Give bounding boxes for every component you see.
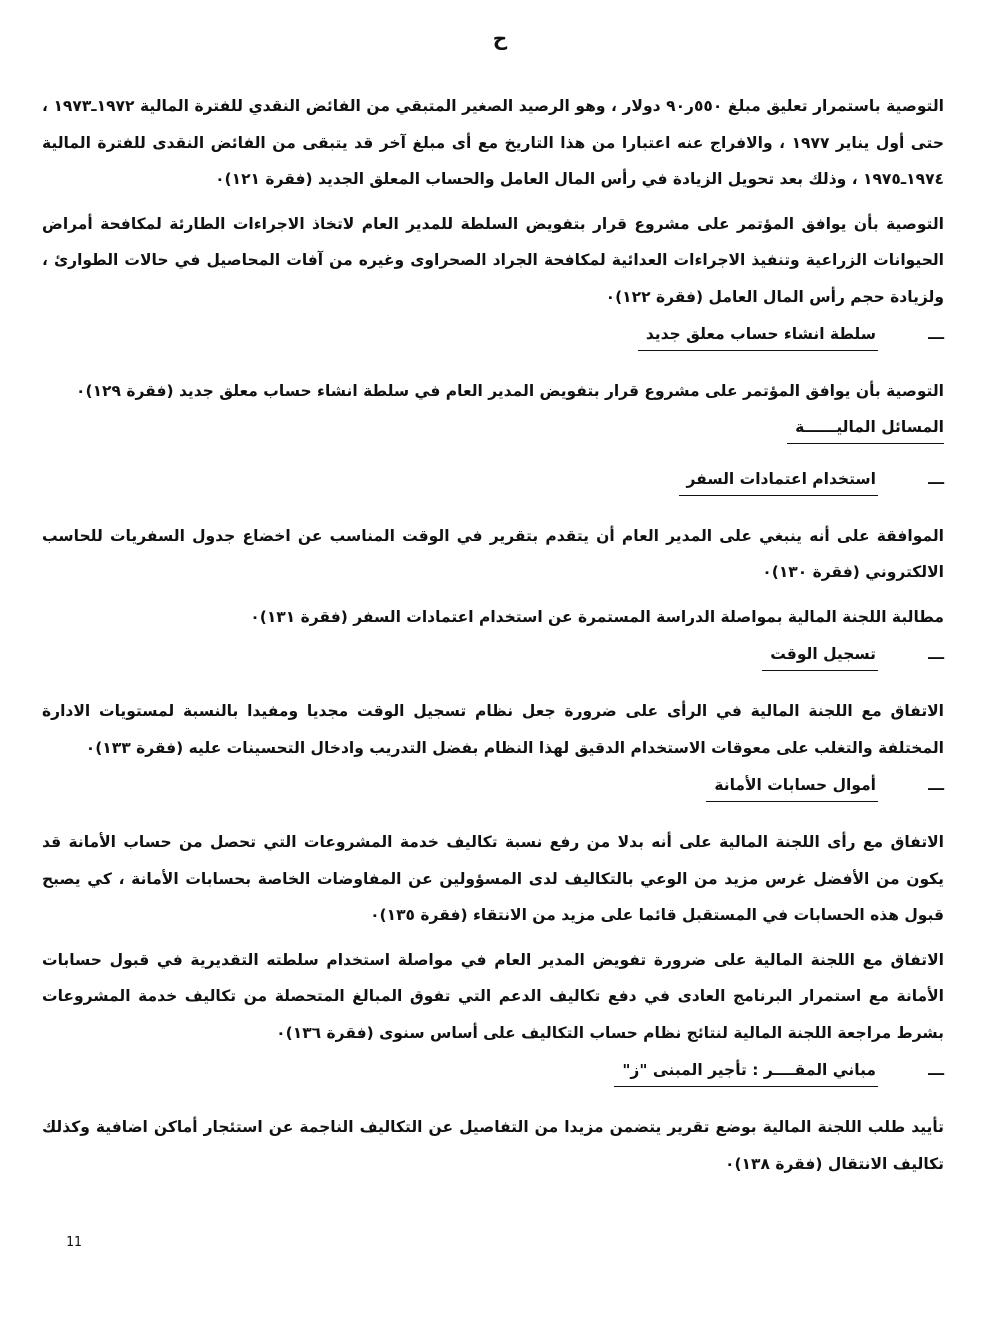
paragraph-trust-funds-authority: الاتفاق مع اللجنة المالية على ضرورة تفويض المدير العام في مواصلة استخدام سلطته التقديرية في قبول حسابات الأمانة مع استمرار البرنامج العادى في دفع تكاليف الدعم التي تفوق المبالغ المتحصلة من تكاليف خدمة المشروعات بشرط مراجعة اللجنة المالية لنتائج نظام حساب التكاليف على أساس سنوى (فقرة ١٣٦)٠ [42, 950, 944, 1042]
section-title: تسجيل الوقت [762, 645, 878, 671]
section-heading-travel-credits [42, 468, 944, 498]
dash-marker: ـــ [928, 645, 944, 663]
section-title: استخدام اعتمادات السفر [679, 470, 878, 496]
heading-title: المسائل الماليــــــة [787, 418, 944, 444]
section-title: أموال حسابات الأمانة [706, 776, 878, 802]
section-heading-time-recording [42, 643, 944, 673]
paragraph-travel-study: مطالبة اللجنة المالية بمواصلة الدراسة المستمرة عن استخدام اعتمادات السفر (فقرة ١٣١)٠ [250, 607, 944, 626]
paragraph-travel-computer: الموافقة على أنه ينبغي على المدير العام أن يتقدم بتقرير في الوقت المناسب عن اخضاع جدول السفريات للحاسب الالكتروني (فقرة ١٣٠)٠ [42, 526, 944, 581]
paragraph-trust-funds-cost: الاتفاق مع رأى اللجنة المالية على أنه بدلا من رفع نسبة تكاليف خدمة المشروعات التي تحصل من حساب الأمانة قد يكون من الأفضل غرس مزيد من الوعي بالتكاليف لدى المسؤولين عن المفاوضات الخاصة بحسابات الأمانة ، كي يصبح قبول هذه الحسابات في المستقبل قائما على مزيد من الانتقاء (فقرة ١٣٥)٠ [42, 833, 944, 924]
paragraph-surplus-suspension: التوصية باستمرار تعليق مبلغ ٥٥٠ر٩٠ دولار ، وهو الرصيد الصغير المتبقي من الفائض النقدي للفترة المالية ١٩٧٢ـ١٩٧٣ ، حتى أول يناير ١٩٧٧ ، والافراج عنه اعتبارا من هذا التاريخ مع أى مبلغ آخر قد يتبقى من الفائض النقدى للفترة المالية ١٩٧٤ـ١٩٧٥ ، وذلك بعد تحويل الزيادة في رأس المال العامل والحساب المعلق الجديد (فقرة ١٢١)٠ [42, 97, 944, 188]
page-letter: ح [492, 26, 508, 50]
paragraph-suspense-account: التوصية بأن يوافق المؤتمر على مشروع قرار بتفويض المدير العام في سلطة انشاء حساب معلق جديد (فقرة ١٢٩)٠ [76, 382, 944, 400]
section-title: سلطة انشاء حساب معلق جديد [638, 325, 878, 351]
heading-financial-matters [42, 418, 944, 448]
dash-marker: ـــ [928, 776, 944, 794]
paragraph-building-lease: تأييد طلب اللجنة المالية بوضع تقرير يتضمن مزيدا من التفاصيل عن التكاليف الناجمة عن استئجار أماكن اضافية وكذلك تكاليف الانتقال (فقرة ١٣٨)٠ [42, 1118, 944, 1173]
section-title: مباني المقــــر : تأجير المبنى "ز" [614, 1061, 878, 1087]
paragraph-time-recording: الاتفاق مع اللجنة المالية في الرأى على ضرورة جعل نظام تسجيل الوقت مجديا ومفيدا بالنسبة لمستويات الادارة المختلفة والتغلب على معوقات الاستخدام الدقيق لهذا النظام بفضل التدريب وادخال التحسينات عليه (فقرة ١٣٣)٠ [42, 702, 944, 757]
section-heading-headquarters-building [42, 1059, 944, 1089]
dash-marker: ـــ [928, 325, 944, 343]
page-content [42, 88, 944, 1190]
section-heading-new-suspense-account [42, 323, 944, 353]
dash-marker: ـــ [928, 469, 944, 488]
page-number: 11 [66, 1235, 82, 1250]
paragraph-emergency-authority: التوصية بأن يوافق المؤتمر على مشروع قرار بتفويض السلطة للمدير العام لاتخاذ الاجراءات الطارئة لمكافحة أمراض الحيوانات الزراعية وتنفيذ الاجراءات العدائية لمكافحة الجراد الصحراوى وغيره من آفات المحاصيل في حالات الطوارئ ، ولزيادة حجم رأس المال العامل (فقرة ١٢٢)٠ [42, 214, 944, 306]
dash-marker: ـــ [928, 1061, 944, 1079]
section-heading-trust-funds [42, 774, 944, 804]
